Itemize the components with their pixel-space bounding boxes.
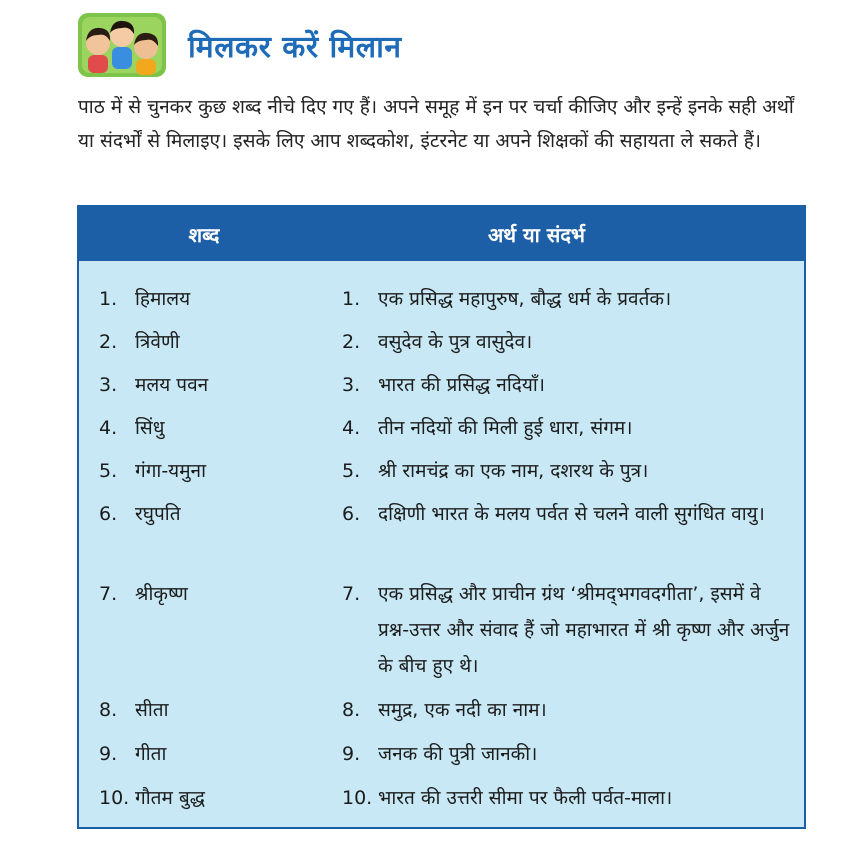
- word-cell: [79, 281, 342, 324]
- intro-paragraph: पाठ में से चुनकर कुछ शब्द नीचे दिए गए हैं। अपने समूह में इन पर चर्चा कीजिए और इन्हें इनके सही अर्थों या संदर्भों से मिलाइए। इसके लिए आप शब्दकोश, इंटरनेट या अपने शिक्षकों की सहायता ले सकते हैं।: [78, 96, 794, 152]
- word-cell: [79, 410, 342, 453]
- meaning-cell: [342, 496, 804, 576]
- page-title: मिलकर करें मिलान: [188, 29, 402, 65]
- meaning-cell: [342, 780, 804, 824]
- word-text: रघुपति: [135, 503, 181, 525]
- table-row: [79, 692, 804, 736]
- matching-table: [77, 205, 806, 829]
- table-row: [79, 324, 804, 367]
- table-row: [79, 496, 804, 576]
- meaning-cell: [342, 281, 804, 324]
- word-number: 6.: [99, 503, 118, 525]
- meaning-text: तीन नदियों की मिली हुई धारा, संगम।: [378, 417, 633, 439]
- meaning-cell: [342, 367, 804, 410]
- meaning-text: वसुदेव के पुत्र वासुदेव।: [378, 331, 533, 353]
- word-text: हिमालय: [135, 288, 191, 310]
- word-cell: [79, 496, 342, 576]
- column-header-meaning: अर्थ या संदर्भ: [488, 222, 585, 247]
- meaning-text: भारत की उत्तरी सीमा पर फैली पर्वत-माला।: [378, 787, 673, 809]
- word-cell: [79, 367, 342, 410]
- meaning-number: 2.: [342, 331, 361, 353]
- table-header: [79, 207, 804, 261]
- table-row: [79, 736, 804, 780]
- word-cell: [79, 453, 342, 496]
- word-number: 1.: [99, 288, 118, 310]
- word-cell: [79, 780, 342, 824]
- meaning-number: 6.: [342, 503, 361, 525]
- word-number: 10.: [99, 787, 130, 809]
- meaning-number: 3.: [342, 374, 361, 396]
- table-row: [79, 576, 804, 692]
- section-header: [76, 8, 402, 82]
- meaning-cell: [342, 576, 804, 692]
- word-number: 7.: [99, 583, 118, 605]
- meaning-number: 7.: [342, 583, 361, 605]
- table-row: [79, 410, 804, 453]
- meaning-cell: [342, 453, 804, 496]
- meaning-text: भारत की प्रसिद्ध नदियाँ।: [378, 374, 545, 396]
- meaning-cell: [342, 736, 804, 780]
- meaning-text: श्री रामचंद्र का एक नाम, दशरथ के पुत्र।: [378, 460, 649, 482]
- meaning-text: समुद्र, एक नदी का नाम।: [378, 699, 547, 721]
- meaning-text: एक प्रसिद्ध और प्राचीन ग्रंथ ‘श्रीमद्‌भगवदगीता’, इसमें वे प्रश्न-उत्तर और संवाद हैं जो महाभारत में श्री कृष्ण और अर्जुन के बीच हुए थे।: [378, 583, 790, 677]
- meaning-number: 10.: [342, 787, 373, 809]
- word-text: त्रिवेणी: [135, 331, 180, 353]
- meaning-number: 9.: [342, 743, 361, 765]
- meaning-number: 4.: [342, 417, 361, 439]
- meaning-number: 8.: [342, 699, 361, 721]
- table-row: [79, 281, 804, 324]
- meaning-number: 5.: [342, 460, 361, 482]
- word-text: गौतम बुद्ध: [135, 787, 205, 809]
- table-row: [79, 453, 804, 496]
- meaning-number: 1.: [342, 288, 361, 310]
- word-number: 8.: [99, 699, 118, 721]
- table-body: [79, 261, 804, 824]
- meaning-cell: [342, 410, 804, 453]
- meaning-text: एक प्रसिद्ध महापुरुष, बौद्ध धर्म के प्रवर्तक।: [378, 288, 672, 310]
- word-cell: [79, 736, 342, 780]
- table-row: [79, 367, 804, 410]
- word-cell: [79, 692, 342, 736]
- word-text: मलय पवन: [135, 374, 209, 396]
- word-text: गंगा-यमुना: [135, 460, 207, 482]
- meaning-text: जनक की पुत्री जानकी।: [378, 743, 538, 765]
- meaning-text: दक्षिणी भारत के मलय पर्वत से चलने वाली सुगंधित वायु।: [378, 503, 765, 525]
- word-text: सीता: [135, 699, 169, 721]
- word-cell: [79, 576, 342, 692]
- word-number: 4.: [99, 417, 118, 439]
- word-text: श्रीकृष्ण: [135, 583, 188, 605]
- word-cell: [79, 324, 342, 367]
- word-number: 3.: [99, 374, 118, 396]
- meaning-cell: [342, 692, 804, 736]
- word-number: 2.: [99, 331, 118, 353]
- meaning-cell: [342, 324, 804, 367]
- table-row: [79, 780, 804, 824]
- word-number: 5.: [99, 460, 118, 482]
- children-group-icon: [76, 9, 168, 81]
- word-text: गीता: [135, 743, 167, 765]
- column-header-word: शब्द: [188, 222, 220, 247]
- word-text: सिंधु: [135, 417, 165, 439]
- word-number: 9.: [99, 743, 118, 765]
